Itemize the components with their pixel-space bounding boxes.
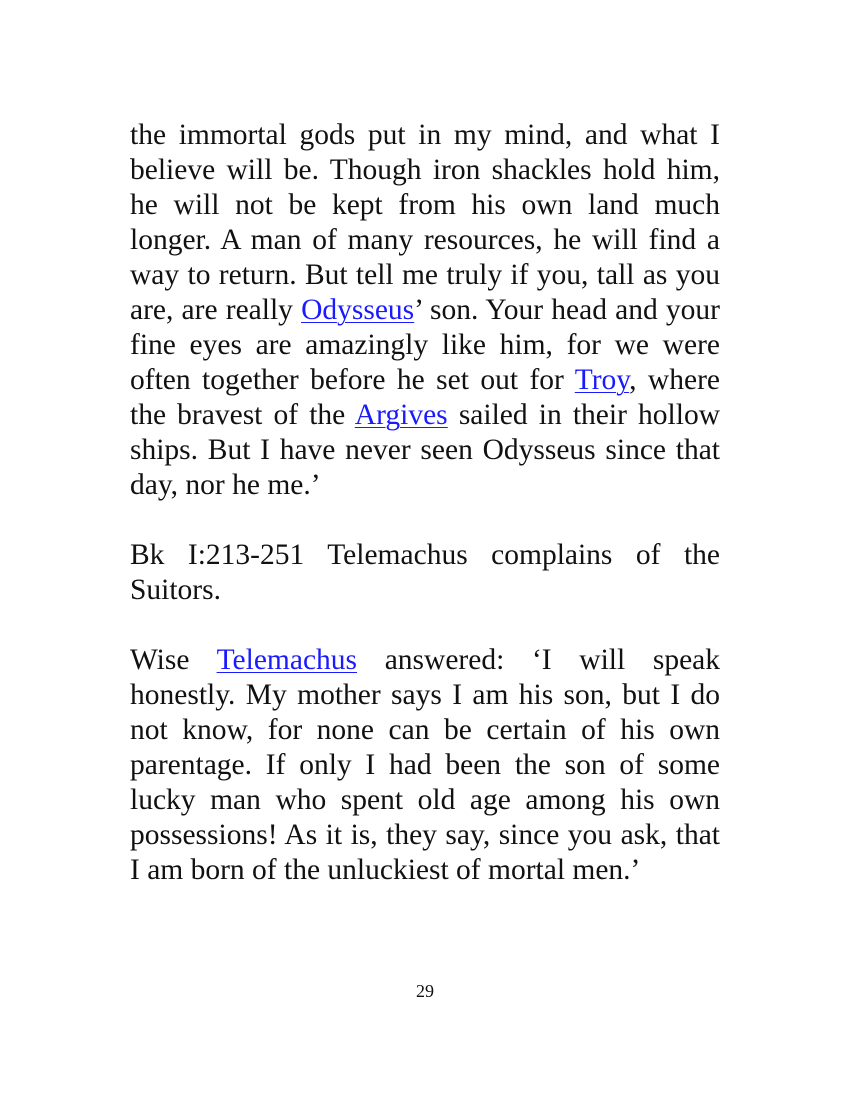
- paragraph-spacer: [130, 608, 720, 643]
- link-telemachus[interactable]: Telemachus: [216, 644, 358, 676]
- paragraph-spacer: [130, 503, 720, 538]
- paragraph-text: , where the bravest of the: [130, 364, 720, 431]
- page-number: 29: [416, 981, 434, 1001]
- paragraph-text: sailed in their hollow ships. But I have never seen Odysseus since that day, nor he me.’: [130, 399, 721, 501]
- paragraph-odysseus-son: [130, 118, 720, 503]
- paragraph-telemachus-answer: [130, 643, 720, 888]
- paragraph-text: ’ son. Your head and your fine eyes are amazingly like him, for we were often together before he set out for: [130, 294, 720, 396]
- page-content: [130, 118, 720, 888]
- link-troy[interactable]: Troy: [574, 364, 630, 396]
- link-argives[interactable]: Argives: [354, 399, 448, 431]
- paragraph-text: answered: ‘I will speak honestly. My mother says I am his son, but I do not know, for none can be certain of his own parentage. If only I had been the son of some lucky man who spent old age among his own possessions! As it is, they say, since you ask, that I am born of the unluckiest of mortal men.’: [130, 644, 721, 886]
- paragraph-text: the immortal gods put in my mind, and what I believe will be. Though iron shackles hold him, he will not be kept from his own land much longer. A man of many resources, he will find a way to return. But tell me truly if you, tall as you are, are really: [130, 119, 720, 326]
- section-heading: Bk I:213-251 Telemachus complains of the Suitors.: [130, 539, 720, 606]
- paragraph-text: Wise: [130, 644, 217, 676]
- link-odysseus[interactable]: Odysseus: [301, 294, 415, 326]
